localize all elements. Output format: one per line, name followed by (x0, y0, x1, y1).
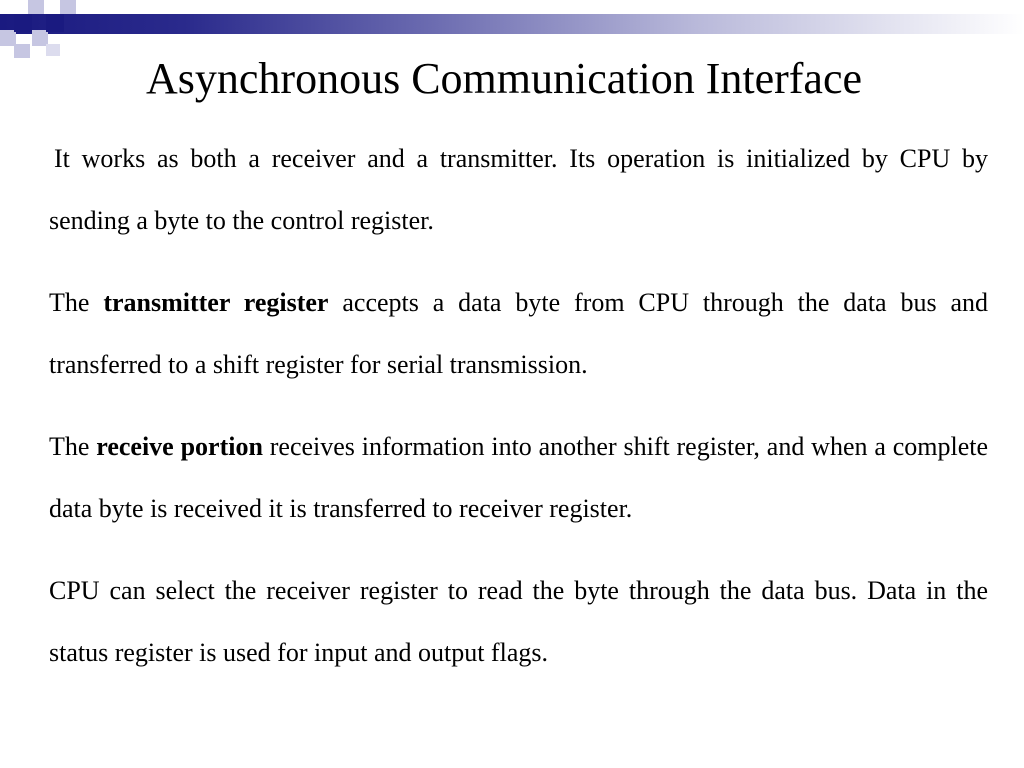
paragraph-prefix: The (49, 288, 104, 317)
paragraph-intro: It works as both a receiver and a transmitter. Its operation is initialized by CPU by sending a byte to the control register. (49, 144, 988, 235)
term-receive-portion: receive portion (96, 432, 263, 461)
slide-title: Asynchronous Communication Interface (145, 54, 863, 103)
paragraph-text: accepts a data byte from CPU through the data bus and transferred to a shift register for serial transmission. (49, 288, 989, 379)
decor-square (60, 0, 76, 14)
paragraph-cpu-select: CPU can select the receiver register to read the byte through the data bus. Data in the status register is used for input and output flags. (49, 576, 988, 667)
paragraph-receiver (49, 416, 988, 540)
term-transmitter-register: transmitter register (103, 288, 329, 317)
gradient-header-bar (0, 14, 1024, 34)
paragraph-text: receives information into another shift register, and when a complete data byte is received it is transferred to receiver register. (49, 432, 988, 523)
paragraph-transmitter (49, 272, 988, 396)
paragraph-prefix: The (49, 432, 97, 461)
decor-square (14, 14, 32, 32)
decor-square (28, 0, 44, 14)
slide-body (49, 128, 988, 684)
decor-square (46, 14, 64, 32)
